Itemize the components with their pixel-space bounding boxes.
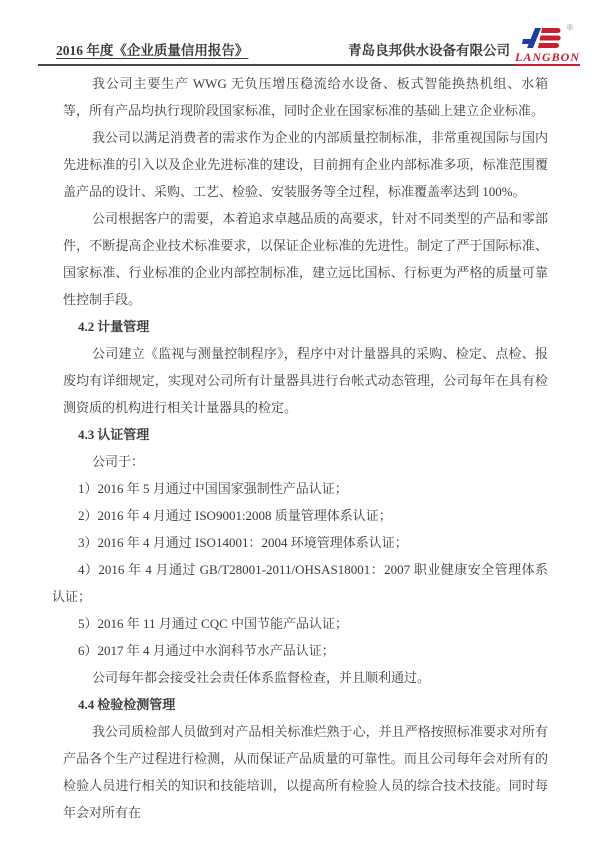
section-title: 认证管理 xyxy=(97,427,150,442)
langbon-b-icon xyxy=(522,26,566,50)
company-name: 青岛良邦供水设备有限公司 xyxy=(347,43,510,58)
section-number: 4.2 xyxy=(78,319,95,334)
section-heading-4-2 xyxy=(63,313,548,340)
report-title: 2016 年度《企业质量信用报告》 xyxy=(56,43,249,58)
cert-item: 5）2016 年 11 月通过 CQC 中国节能产品认证； xyxy=(78,616,348,631)
cert-item: 4）2016 年 4 月通过 GB/T28001-2011/OHSAS18001：2007 职业健康安全管理体系认证； xyxy=(52,562,548,604)
paragraph-social-responsibility: 公司每年都会接受社会责任体系监督检查，并且顺利通过。 xyxy=(92,670,431,685)
section-number: 4.3 xyxy=(78,427,95,442)
cert-item: 6）2017 年 4 月通过中水润科节水产品认证； xyxy=(78,643,335,658)
document-body xyxy=(52,70,548,826)
cert-item: 3）2016 年 4 月通过 ISO14001：2004 环境管理体系认证； xyxy=(78,535,408,550)
paragraph-products-standards: 我公司主要生产 WWG 无负压增压稳流给水设备、板式智能换热机组、水箱等，所有产品均执行现阶段国家标准，同时企业在国家标准的基础上建立企业标准。 xyxy=(63,76,548,118)
paragraph-measurement-management: 公司建立《监视与测量控制程序》，程序中对计量器具的采购、检定、点检、报废均有详细规定，实现对公司所有计量器具进行台帐式动态管理，公司每年在具有检测资质的机构进行相关计量器具的检定。 xyxy=(63,346,548,415)
certification-list xyxy=(52,475,548,664)
section-number: 4.4 xyxy=(78,697,95,712)
logo-wordmark: LANGBON xyxy=(514,50,580,64)
paragraph-internal-quality-standards: 我公司以满足消费者的需求作为企业的内部质量控制标准，非常重视国际与国内先进标准的引入以及企业先进标准的建设，目前拥有企业内部标准多项，标准范围覆盖产品的设计、采购、工艺、检验、安装服务等全过程，标准覆盖率达到 100%。 xyxy=(63,130,548,199)
section-heading-4-4 xyxy=(63,691,548,718)
header-right-group xyxy=(347,23,580,64)
page-header xyxy=(38,0,580,66)
paragraph-customer-requirements: 公司根据客户的需要，本着追求卓越品质的高要求，针对不同类型的产品和零部件，不断提高企业技术标准要求，以保证企业标准的先进性。制定了严于国际标准、国家标准、行业标准的企业内部控制标准，建立远比国标、行标更为严格的质量可靠性控制手段。 xyxy=(63,211,548,307)
section-heading-4-3 xyxy=(63,421,548,448)
cert-item: 1）2016 年 5 月通过中国国家强制性产品认证； xyxy=(78,481,348,496)
logo-mark-row xyxy=(522,23,573,50)
paragraph-inspection-management: 我公司质检部人员做到对产品相关标准烂熟于心，并且严格按照标准要求对所有产品各个生产过程进行检测，从而保证产品质量的可靠性。而且公司每年会对所有的检验人员进行相关的知识和技能培训，以提高所有检验人员的综合技术技能。同时每年会对所有在 xyxy=(63,724,548,820)
paragraph-cert-intro: 公司于： xyxy=(92,454,145,469)
registered-trademark-icon: ® xyxy=(567,23,573,32)
section-title: 检验检测管理 xyxy=(97,697,176,712)
section-title: 计量管理 xyxy=(97,319,150,334)
company-logo xyxy=(514,23,580,64)
cert-item: 2）2016 年 4 月通过 ISO9001:2008 质量管理体系认证； xyxy=(78,508,392,523)
